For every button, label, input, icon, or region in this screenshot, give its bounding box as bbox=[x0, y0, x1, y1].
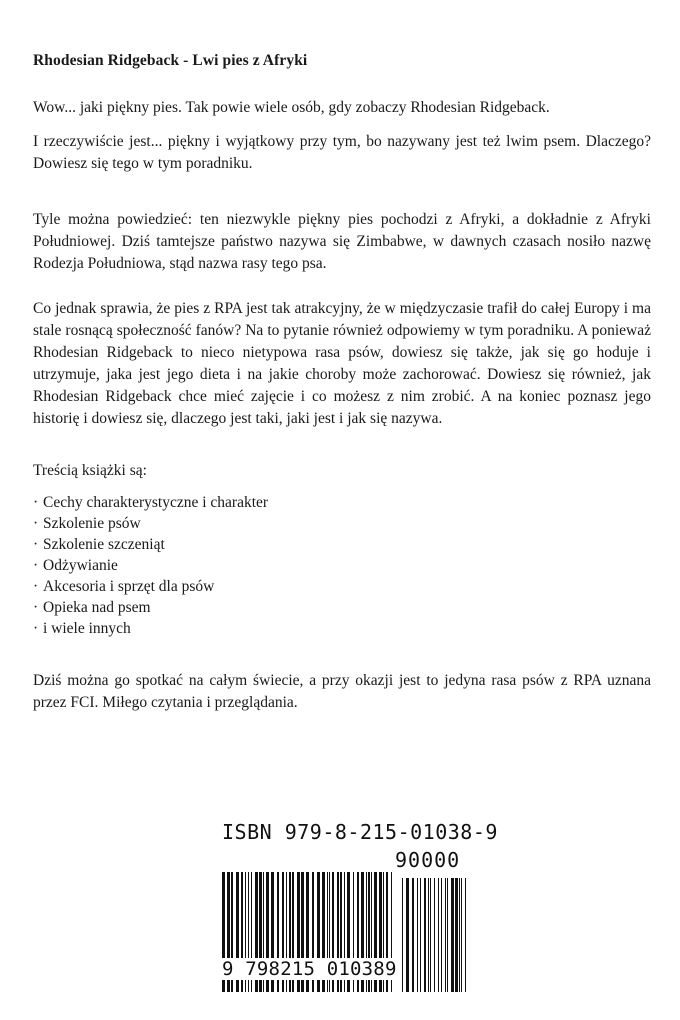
contents-heading: Treścią książki są: bbox=[33, 462, 147, 479]
barcode-addon-bar bbox=[406, 878, 409, 992]
isbn-label: ISBN 979-8-215-01038-9 bbox=[222, 820, 498, 844]
contents-list bbox=[33, 492, 268, 639]
list-item: · i wiele innych bbox=[33, 620, 131, 637]
barcode-addon-bar bbox=[420, 878, 421, 992]
bullet-icon: · bbox=[33, 620, 39, 637]
list-item: · Szkolenie szczeniąt bbox=[33, 536, 165, 553]
paragraph-attraction: Co jednak sprawia, że pies z RPA jest tak atrakcyjny, że w międzyczasie trafił do całej Europy i ma stale rosnącą społeczność fanów? Na to pytanie również odpowiemy w tym poradniku. A ponieważ Rhodesian Ridgeback to nieco nietypowa rasa psów, dowiesz się także, jak się go hoduje i utrzymuje, jaka jest jego dieta i na jakie choroby może zachorować. Dowiesz się również, jak Rhodesian Ridgeback chce mieć zajęcie i co możesz z nim zrobić. A na koniec poznasz jego historię i dowiesz się, dlaczego jest taki, jaki jest i jak się nazywa. bbox=[33, 300, 651, 427]
isbn-barcode bbox=[222, 820, 498, 1000]
list-item: · Akcesoria i sprzęt dla psów bbox=[33, 578, 215, 595]
bullet-icon: · bbox=[33, 494, 39, 511]
book-title: Rhodesian Ridgeback - Lwi pies z Afryki bbox=[33, 52, 308, 69]
barcode-addon-bar bbox=[465, 878, 466, 992]
paragraph-closing: Dziś można go spotkać na całym świecie, a przy okazji jest to jedyna rasa psów z RPA uznana przez FCI. Miłego czytania i przeglądania. bbox=[33, 672, 651, 711]
barcode-addon-bar bbox=[402, 878, 403, 992]
barcode-addon-bar bbox=[441, 878, 442, 992]
barcode-addon-bar bbox=[428, 878, 429, 992]
list-item: · Szkolenie psów bbox=[33, 515, 141, 532]
list-item: · Opieka nad psem bbox=[33, 599, 151, 616]
bullet-icon: · bbox=[33, 557, 39, 574]
barcode-addon-bar bbox=[455, 878, 458, 992]
ean-digits: 9 798215 010389 bbox=[222, 958, 397, 980]
barcode-addon-bar bbox=[417, 878, 418, 992]
barcode-addon-bar bbox=[445, 878, 446, 992]
paragraph-origin: Tyle można powiedzieć: ten niezwykle piękny pies pochodzi z Afryki, a dokładnie z Afryki Południowej. Dziś tamtejsze państwo nazywa się Zimbabwe, w dawnych czasach nosiło nazwę Rodezja Południowa, stąd nazwa rasy tego psa. bbox=[33, 211, 651, 272]
price-code: 90000 bbox=[395, 848, 461, 872]
barcode-addon-bar bbox=[438, 878, 439, 992]
bullet-icon: · bbox=[33, 578, 39, 595]
list-item: · Cechy charakterystyczne i charakter bbox=[33, 494, 269, 511]
bullet-icon: · bbox=[33, 515, 39, 532]
barcode-addon-bar bbox=[430, 878, 431, 992]
list-item: · Odżywianie bbox=[33, 557, 118, 574]
barcode-addon-bar bbox=[424, 878, 426, 992]
barcode-addon-bar bbox=[434, 878, 435, 992]
bullet-icon: · bbox=[33, 536, 39, 553]
barcode-addon-bar bbox=[412, 878, 414, 992]
barcode-addon-bar bbox=[459, 878, 460, 992]
paragraph-intro: Wow... jaki piękny pies. Tak powie wiele osób, gdy zobaczy Rhodesian Ridgeback. bbox=[33, 99, 550, 116]
barcode-addon-bar bbox=[451, 878, 454, 992]
barcode-addon-bar bbox=[461, 878, 462, 992]
bullet-icon: · bbox=[33, 599, 39, 616]
paragraph-lion-dog: I rzeczywiście jest... piękny i wyjątkowy przy tym, bo nazywany jest też lwim psem. Dlaczego? Dowiesz się tego w tym poradniku. bbox=[33, 133, 651, 172]
barcode-addon-bar bbox=[447, 878, 448, 992]
